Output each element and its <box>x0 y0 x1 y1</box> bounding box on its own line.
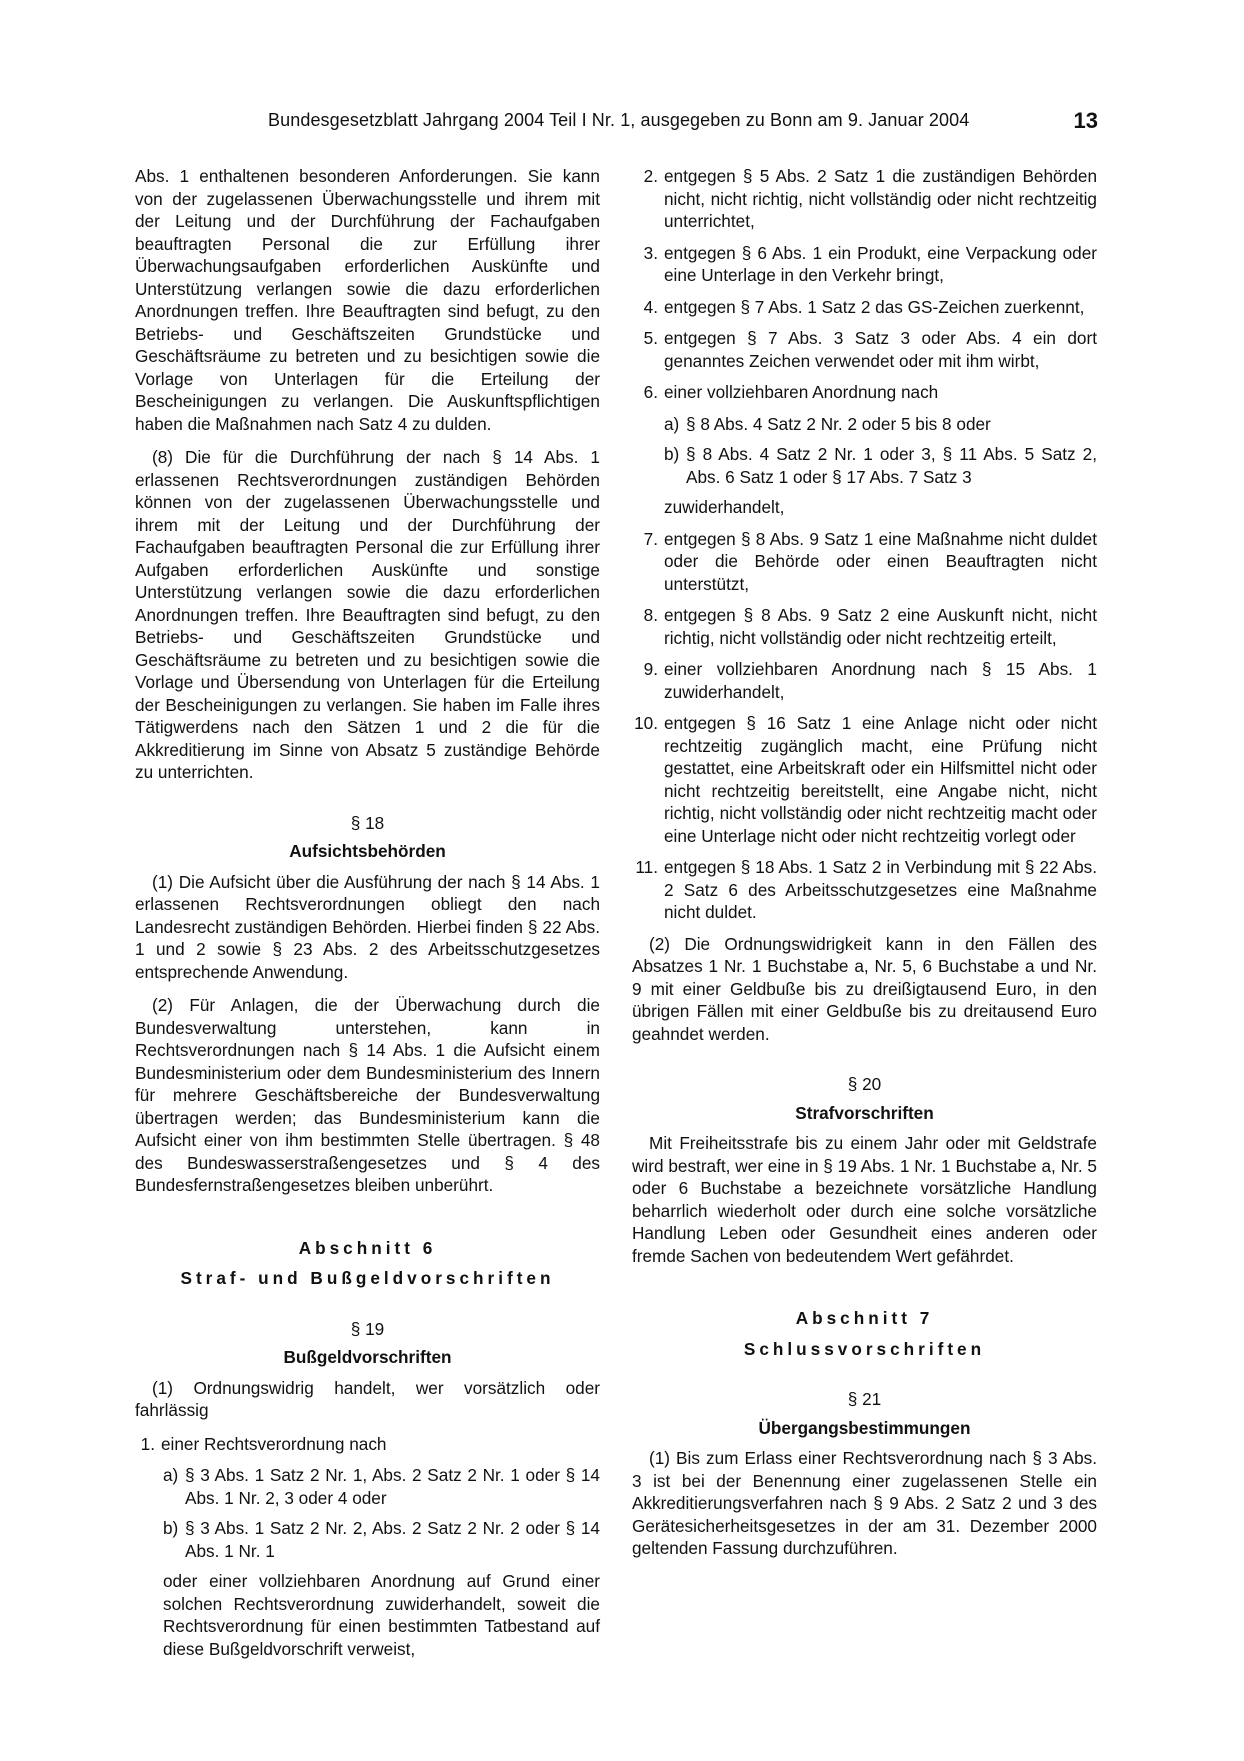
list-item-text: einer vollziehbaren Anordnung nach § 15 Abs. 1 zuwiderhandelt, <box>664 659 1097 702</box>
paragraph: (2) Die Ordnungswidrigkeit kann in den Fällen des Absatzes 1 Nr. 1 Buchstabe a, Nr. 5, 6 Buchstabe a und Nr. 9 mit einer Geldbuße bis zu dreißigtausend Euro, in den übrigen Fällen mit einer Geldbuße bis zu dreitausend Euro geahndet werden. <box>632 933 1097 1044</box>
list-item-number: 2. <box>643 166 658 186</box>
left-column <box>135 165 600 1671</box>
sub-list-letter: a) <box>163 1465 179 1485</box>
right-column <box>632 165 1097 1571</box>
sub-list-item <box>163 1464 600 1509</box>
list-item-text: einer Rechtsverordnung nach <box>161 1433 387 1454</box>
sub-list-letter: a) <box>664 413 680 434</box>
list-items-7-11 <box>632 528 1097 924</box>
paragraph: Abs. 1 enthaltenen besonderen Anforderungen. Sie kann von der zugelassenen Überwachungsstelle und ihrem mit der Leitung und der Durchführung der Fachaufgaben beauftragten Personal die zur Erfüllung ihrer Überwachungsaufgaben erforderlichen Auskünfte und Unterstützung verlangen sowie die dazu erforderlichen Anordnungen treffen. Ihre Beauftragten sind befugt, zu den Betriebs- und Geschäftszeiten Grundstücke und Geschäftsräume zu betreten und zu besichtigen sowie die Vorlage von Unterlagen für die Erteilung der Bescheinigungen zu verlangen. Die Auskunftspflichtigen haben die Maßnahmen nach Satz 4 zu dulden. <box>135 166 600 434</box>
paragraph: (2) Für Anlagen, die der Überwachung durch die Bundesverwaltung unterstehen, kann in Rechtsverordnungen nach § 14 Abs. 1 die Aufsicht einem Bundesministerium oder dem Bundesministerium des Innern für mehrere Geschäftsbereiche der Bundesverwaltung übertragen werden; das Bundesministerium kann die Aufsicht einer von ihm bestimmten Stelle übertragen. § 48 des Bundeswasserstraßengesetzes und § 4 des Bundesfernstraßengesetzes bleiben unberührt. <box>135 995 600 1195</box>
list-item-text: entgegen § 8 Abs. 9 Satz 2 eine Auskunft nicht, nicht richtig, nicht vollständig oder nicht rechtzeitig erteilt, <box>664 605 1097 648</box>
sub-list-text: § 3 Abs. 1 Satz 2 Nr. 2, Abs. 2 Satz 2 Nr. 2 oder § 14 Abs. 1 Nr. 1 <box>185 1518 600 1561</box>
list-item-number: 10. <box>634 713 658 733</box>
section-number-18: § 18 <box>350 812 385 833</box>
chapter-heading-6: Abschnitt 6 <box>298 1237 437 1258</box>
section-number-20: § 20 <box>847 1074 882 1094</box>
paragraph: (1) Die Aufsicht über die Ausführung der nach § 14 Abs. 1 erlassenen Rechtsverordnungen obliegt den nach Landesrecht zuständigen Behörden. Hierbei finden § 22 Abs. 1 und 2 sowie § 23 Abs. 2 des Arbeitsschutzgesetzes entsprechende Anwendung. <box>135 871 600 982</box>
publication-title: Bundesgesetzblatt Jahrgang 2004 Teil I Nr. 1, ausgegeben zu Bonn am 9. Januar 2004 <box>268 110 970 130</box>
paragraph: (1) Bis zum Erlass einer Rechtsverordnung nach § 3 Abs. 3 ist bei der Benennung einer zugelassenen Stelle ein Akkreditierungsverfahren nach § 9 Abs. 2 Satz 2 und 3 des Gerätesicherheitsgesetzes in der am 31. Dezember 2000 geltenden Fassung durchzuführen. <box>632 1448 1097 1558</box>
list-item <box>632 327 1097 372</box>
sub-list-text: § 8 Abs. 4 Satz 2 Nr. 2 oder 5 bis 8 oder <box>686 413 991 434</box>
sub-list-letter: b) <box>664 444 680 464</box>
list-item-text: entgegen § 16 Satz 1 eine Anlage nicht oder nicht rechtzeitig zugänglich macht, eine Prüfung nicht gestattet, eine Arbeitskraft oder ein Hilfsmittel nicht oder nicht rechtzeitig bereitstellt, eine Angabe nicht, nicht richtig, nicht vollständig oder nicht rechtzeitig macht oder eine Unterlage nicht oder nicht rechtzeitig vorlegt oder <box>664 713 1097 846</box>
list-item-text: entgegen § 7 Abs. 1 Satz 2 das GS-Zeichen zuerkennt, <box>664 296 1085 317</box>
list-item <box>632 658 1097 703</box>
list-item <box>632 296 1097 319</box>
sub-list-text: § 8 Abs. 4 Satz 2 Nr. 1 oder 3, § 11 Abs. 5 Satz 2, Abs. 6 Satz 1 oder § 17 Abs. 7 Satz 3 <box>686 444 1097 487</box>
list-item-text: entgegen § 5 Abs. 2 Satz 1 die zuständigen Behörden nicht, nicht richtig, nicht vollständig oder nicht rechtzeitig unterrichtet, <box>664 166 1097 231</box>
section-title-20: Strafvorschriften <box>795 1102 934 1123</box>
page-header <box>268 108 1098 136</box>
page-number: 13 <box>1073 108 1098 133</box>
list-item-number: 7. <box>643 528 658 549</box>
paragraph-abs-8: (8) Die für die Durchführung der nach § 14 Abs. 1 erlassenen Rechtsverordnungen zuständigen Behörden können von der zugelassenen Überwachungsstelle und ihrem mit der Leitung und der Durchführung der Fachaufgaben beauftragten Personal die zur Erfüllung ihrer Aufgaben erforderlichen Auskünfte und sonstige Unterstützung verlangen sowie die dazu erforderlichen Anordnungen treffen. Ihre Beauftragten sind befugt, zu den Betriebs- und Geschäftszeiten Grundstücke und Geschäftsräume zu betreten und zu besichtigen sowie die Vorlage und Übersendung von Unterlagen für die Erteilung der Bescheinigungen zu verlangen. Sie haben im Falle ihres Tätigwerdens nach den Sätzen 1 und 2 die für die Akkreditierung im Sinne von Absatz 5 zuständige Behörde zu unterrichten. <box>135 447 600 782</box>
list-item <box>632 604 1097 649</box>
section-number-19: § 19 <box>350 1318 385 1339</box>
list-item-text: entgegen § 6 Abs. 1 ein Produkt, eine Verpackung oder eine Unterlage in den Verkehr bringt, <box>664 242 1097 285</box>
list-item <box>632 528 1097 596</box>
list-item-number: 6. <box>643 382 658 402</box>
list-item <box>632 712 1097 847</box>
list-item-number: 9. <box>643 659 658 679</box>
section-title-19: Bußgeldvorschriften <box>283 1347 452 1367</box>
section-title-18: Aufsichtsbehörden <box>289 841 446 861</box>
sub-list-letter: b) <box>163 1518 179 1538</box>
list-item <box>632 381 1097 404</box>
list-items-2-6 <box>632 165 1097 404</box>
section-title-21: Übergangsbestimmungen <box>758 1417 971 1438</box>
list-continuation: zuwiderhandelt, <box>664 497 785 517</box>
list-item-text: entgegen § 18 Abs. 1 Satz 2 in Verbindung mit § 22 Abs. 2 Satz 6 des Arbeitsschutzgesetzes eine Maßnahme nicht duldet. <box>664 857 1097 922</box>
list-item-number: 3. <box>643 242 658 263</box>
list-item <box>632 165 1097 233</box>
chapter-title-7: Schlussvorschriften <box>743 1338 986 1359</box>
list-item-number: 4. <box>643 296 658 317</box>
list-item-text: entgegen § 7 Abs. 3 Satz 3 oder Abs. 4 ein dort genanntes Zeichen verwendet oder mit ihm wirbt, <box>664 328 1097 371</box>
list-item <box>632 242 1097 287</box>
sub-list-item <box>664 413 1097 436</box>
list-item-number: 5. <box>643 328 658 348</box>
list-continuation: oder einer vollziehbaren Anordnung auf Grund einer solchen Rechtsverordnung zuwiderhandelt, soweit die Rechtsverordnung für einen bestimmten Tatbestand auf diese Bußgeldvorschrift verweist, <box>163 1571 600 1659</box>
list-item-text: einer vollziehbaren Anordnung nach <box>664 382 939 402</box>
list-item-number: 8. <box>643 605 658 625</box>
sub-list-text: § 3 Abs. 1 Satz 2 Nr. 1, Abs. 2 Satz 2 Nr. 1 oder § 14 Abs. 1 Nr. 2, 3 oder 4 oder <box>185 1465 600 1508</box>
paragraph: Mit Freiheitsstrafe bis zu einem Jahr oder mit Geldstrafe wird bestraft, wer eine in § 19 Abs. 1 Nr. 1 Buchstabe a, Nr. 5 oder 6 Buchstabe a bezeichnete vorsätzliche Handlung beharrlich wiederholt oder durch eine solche vorsätzliche Handlung Leben oder Gesundheit eines anderen oder fremde Sachen von bedeutendem Wert gefährdet. <box>632 1133 1097 1266</box>
list-item <box>632 856 1097 924</box>
paragraph: (1) Ordnungswidrig handelt, wer vorsätzlich oder fahrlässig <box>135 1377 600 1420</box>
chapter-heading-7: Abschnitt 7 <box>795 1308 934 1328</box>
chapter-title-6: Straf- und Bußgeldvorschriften <box>180 1268 555 1288</box>
list-item-number: 1. <box>140 1433 155 1454</box>
list-item-text: entgegen § 8 Abs. 9 Satz 1 eine Maßnahme nicht duldet oder die Behörde oder einen Beauftragten nicht unterstützt, <box>664 528 1097 594</box>
sub-list-item <box>664 443 1097 488</box>
sub-list-item <box>163 1517 600 1562</box>
list-item-number: 11. <box>635 857 658 877</box>
section-number-21: § 21 <box>847 1389 882 1409</box>
list-item <box>135 1433 600 1456</box>
